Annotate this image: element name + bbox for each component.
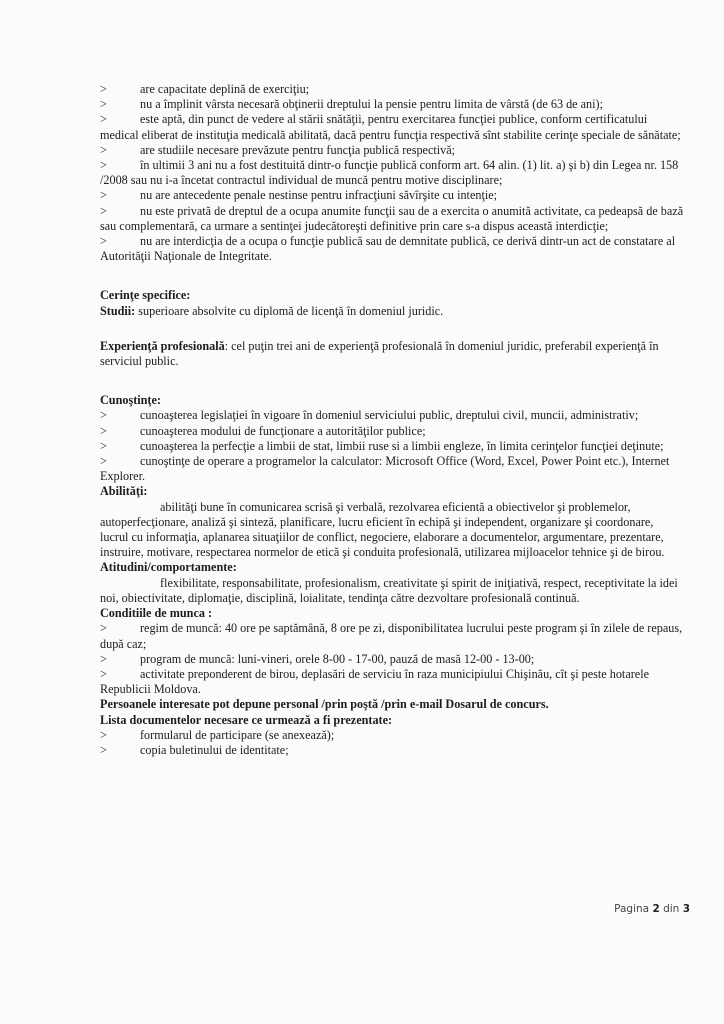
experience-paragraph: Experienţă profesională: cel puţin trei ani de experienţă profesională în domeniul juridic, preferabil experienţă în serviciul public. — [100, 338, 659, 369]
documents-list — [100, 728, 684, 758]
bullet-marker: > — [100, 142, 107, 157]
list-item: > cunoaşterea modului de funcţionare a autorităţilor publice; — [100, 423, 426, 438]
abilities-paragraph: abilităţi bune în comunicarea scrisă şi verbală, rezolvarea eficientă a obiectivelor şi problemelor, autoperfecţionare, analiză şi sinteză, planificare, lucru eficient în echipă şi independent, organizare şi coordonare, lucrul cu informaţia, aplanarea situaţiilor de conflict, negociere, elaborare a documentelor, argumentare, prezentare, instruire, motivare, respectarea normelor de etică şi conduita profesională, utilizarea mijloacelor tehnice şi de birou. — [100, 499, 665, 560]
attitudes-paragraph: flexibilitate, responsabilitate, profesionalism, creativitate şi spirit de iniţiativă, respect, receptivitate la idei noi, obiectivitate, diplomaţie, disciplină, loialitate, tendinţa către dezvoltare profesională continuă. — [100, 575, 678, 605]
list-item: > în ultimii 3 ani nu a fost destituită dintr-o funcţie publică conform art. 64 alin. (1) lit. a) şi b) din Legea nr. 158 /2008 sau nu i-a încetat contractul individual de muncă pentru motive disciplinare; — [100, 158, 679, 188]
list-item: > nu a împlinit vârsta necesară obţinerii dreptului la pensie pentru limita de vârstă (de 63 de ani); — [100, 97, 603, 112]
bullet-marker: > — [100, 727, 107, 742]
document-body — [100, 82, 684, 758]
attitudes-heading: Atitudini/comportamente: — [100, 560, 237, 575]
bullet-marker: > — [100, 234, 107, 249]
list-item: > copia buletinului de identitate; — [100, 742, 289, 757]
list-item: > regim de muncă: 40 ore pe saptămână, 8 ore pe zi, disponibilitatea lucrului peste program şi în zilele de repaus, după caz; — [100, 621, 683, 651]
studies-paragraph: Studii: superioare absolvite cu diplomă de licenţă în domeniul juridic. — [100, 303, 444, 318]
bullet-marker: > — [100, 97, 107, 112]
bullet-marker: > — [100, 666, 107, 681]
work-conditions-heading: Conditiile de munca : — [100, 606, 213, 621]
bullet-marker: > — [100, 651, 107, 666]
list-item: > cunoaşterea legislaţiei în vigoare în domeniul serviciului public, dreptului civil, muncii, administrativ; — [100, 408, 639, 423]
list-item: > are capacitate deplină de exerciţiu; — [100, 82, 310, 96]
page-number-footer: Pagina 2 din 3 — [614, 903, 690, 915]
knowledge-heading: Cunoştinţe: — [100, 393, 161, 408]
list-item: > activitate preponderent de birou, deplasări de serviciu în raza municipiului Chişinău, cît şi peste hotarele Republicii Moldova. — [100, 666, 649, 697]
documents-heading: Lista documentelor necesare ce urmează a fi prezentate: — [100, 712, 393, 727]
list-item: > nu este privată de dreptul de a ocupa anumite funcţii sau de a exercita o anumită activitate, ca pedeapsă de bază sau complementară, ca urmare a sentinţei judecătoreşti definitive prin care s-a dispus această interdicţie; — [100, 203, 684, 233]
work-conditions-list — [100, 621, 684, 697]
list-item: > formularul de participare (se anexează); — [100, 727, 335, 742]
list-item: > nu are interdicţia de a ocupa o funcţie publică sau de demnitate publică, ce derivă dintr-un act de constatare al Autorităţii Naţionale de Integritate. — [100, 234, 676, 264]
bullet-marker: > — [100, 742, 107, 757]
bullet-marker: > — [100, 408, 107, 423]
list-item: > este aptă, din punct de vedere al stării snătăţii, pentru exercitarea funcţiei publice, conform certificatului medical eliberat de instituţia medicală abilitată, dacă pentru funcţia respectivă sînt stabilite cerinţe speciale de sănătate; — [100, 112, 681, 142]
bullet-marker: > — [100, 112, 107, 127]
submission-line: Persoanele interesate pot depune personal /prin poştă /prin e-mail Dosarul de concurs. — [100, 697, 549, 712]
bullet-marker: > — [100, 188, 107, 203]
list-item: > nu are antecedente penale nestinse pentru infracţiuni săvîrşite cu intenţie; — [100, 188, 498, 203]
list-item: > are studiile necesare prevăzute pentru funcţia publică respectivă; — [100, 142, 456, 157]
list-item: > cunoştinţe de operare a programelor la calculator: Microsoft Office (Word, Excel, Power Point etc.), Internet Explorer. — [100, 454, 670, 484]
bullet-marker: > — [100, 158, 107, 173]
eligibility-list — [100, 82, 684, 264]
bullet-marker: > — [100, 423, 107, 438]
bullet-marker: > — [100, 438, 107, 453]
specific-requirements-heading: Cerinţe specifice: — [100, 288, 191, 303]
list-item: > program de muncă: luni-vineri, orele 8-00 - 17-00, pauză de masă 12-00 - 13-00; — [100, 651, 535, 666]
bullet-marker: > — [100, 82, 107, 96]
bullet-marker: > — [100, 621, 107, 636]
list-item: > cunoaşterea la perfecţie a limbii de stat, limbii ruse si a limbii engleze, în limita cerinţelor funcţiei deţinute; — [100, 438, 664, 453]
abilities-heading: Abilităţi: — [100, 484, 148, 499]
bullet-marker: > — [100, 454, 107, 469]
bullet-marker: > — [100, 203, 107, 218]
knowledge-list — [100, 408, 684, 484]
